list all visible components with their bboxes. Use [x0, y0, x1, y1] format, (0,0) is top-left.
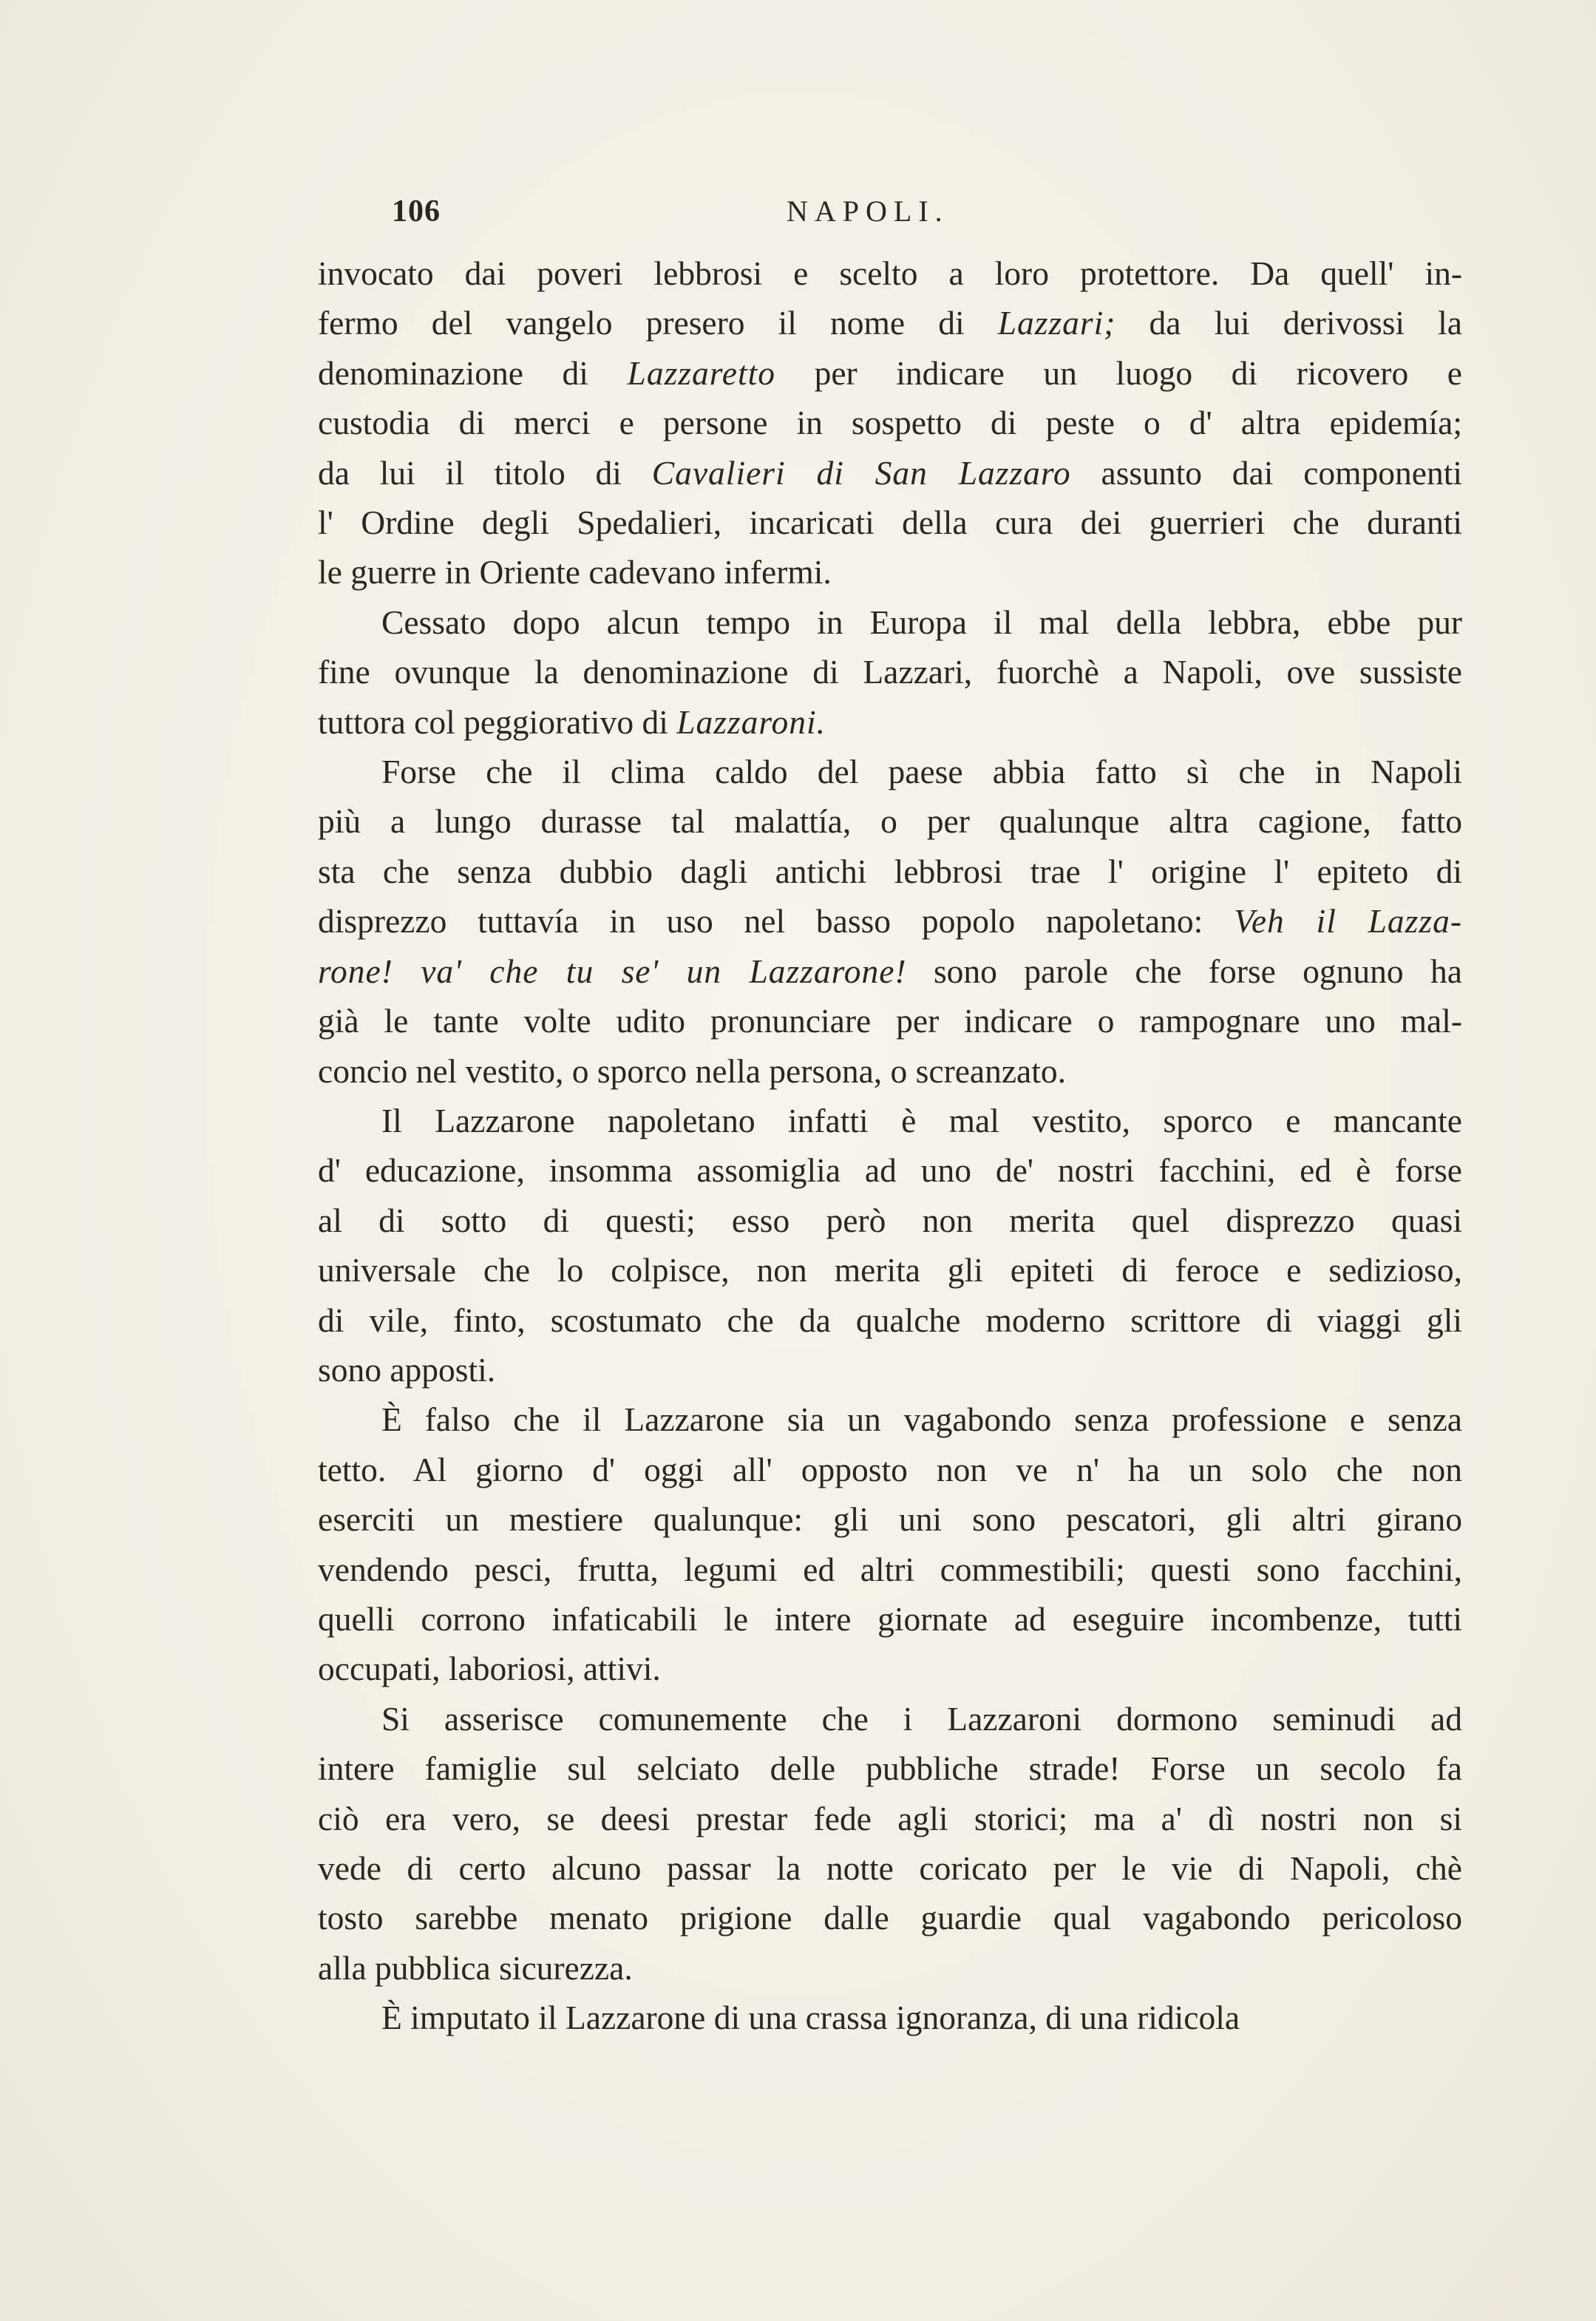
text-run: fine ovunque la denominazione di Lazzari, fuorchè a Napoli, ove sussiste [318, 653, 1462, 691]
text-line [318, 547, 1462, 597]
text-run: tuttora col peggiorativo di [318, 702, 677, 741]
text-line [318, 1445, 1462, 1494]
text-run: È falso che il Lazzarone sia un vagabondo senza professione e senza [381, 1400, 1462, 1439]
text-run: sta che senza dubbio dagli antichi lebbrosi trae l' origine l' epiteto di [318, 852, 1462, 890]
italic-text: Lazzaroni. [676, 702, 826, 741]
text-line [318, 647, 1462, 697]
paragraph [318, 1993, 1462, 2042]
text-run: vede di certo alcuno passar la notte coricato per le vie di Napoli, chè [318, 1849, 1462, 1887]
paragraph [318, 747, 1462, 1096]
text-line [318, 498, 1462, 547]
paragraph [318, 597, 1462, 747]
text-line [318, 597, 1462, 647]
text-run: occupati, laboriosi, attivi. [318, 1650, 661, 1688]
text-line [318, 896, 1462, 946]
paragraph [318, 1395, 1462, 1693]
text-run: Il Lazzarone napoletano infatti è mal vestito, sporco e mancante [381, 1101, 1462, 1139]
text-run: disprezzo tuttavía in uso nel basso popolo napoletano: [318, 902, 1235, 941]
text-run: sono parole che forse ognuno ha [906, 952, 1463, 990]
text-line [318, 1545, 1462, 1594]
text-run: già le tante volte udito pronunciare per indicare o rampognare uno mal- [318, 1002, 1462, 1040]
text-line [318, 448, 1462, 498]
text-run: assunto dai componenti [1070, 453, 1463, 492]
text-line [318, 1744, 1462, 1793]
italic-text: Cavalieri di San Lazzaro [651, 453, 1071, 492]
text-line [318, 1345, 1462, 1395]
text-line [318, 1096, 1462, 1145]
text-run: tosto sarebbe menato prigione dalle guardie qual vagabondo pericoloso [318, 1899, 1462, 1937]
text-line [318, 1893, 1462, 1942]
text-run: quelli corrono infaticabili le intere giornate ad eseguire incombenze, tutti [318, 1599, 1462, 1638]
text-run: Forse che il clima caldo del paese abbia fatto sì che in Napoli [381, 753, 1462, 791]
text-run: per indicare un luogo di ricovero e [775, 353, 1462, 392]
text-line [318, 1196, 1462, 1245]
text-line [318, 747, 1462, 796]
text-line [318, 1046, 1462, 1096]
text-line [318, 248, 1462, 298]
running-title: NAPOLI. [787, 194, 949, 228]
text-run: fermo del vangelo presero il nome di [318, 304, 998, 342]
text-run: invocato dai poveri lebbrosi e scelto a loro protettore. Da quell' in- [318, 254, 1462, 292]
text-run: d' educazione, insomma assomiglia ad uno de' nostri facchini, ed è forse [318, 1151, 1462, 1190]
text-run: Cessato dopo alcun tempo in Europa il mal della lebbra, ebbe pur [381, 603, 1462, 641]
text-run: al di sotto di questi; esso però non merita quel disprezzo quasi [318, 1201, 1462, 1239]
text-line [318, 996, 1462, 1046]
text-run: tetto. Al giorno d' oggi all' opposto non ve n' ha un solo che non [318, 1450, 1462, 1488]
text-run: universale che lo colpisce, non merita gli epiteti di feroce e sedizioso, [318, 1251, 1462, 1290]
text-run: le guerre in Oriente cadevano infermi. [318, 553, 832, 592]
page-header [318, 194, 1462, 238]
text-run: intere famiglie sul selciato delle pubbliche strade! Forse un secolo fa [318, 1749, 1462, 1788]
text-run: eserciti un mestiere qualunque: gli uni sono pescatori, gli altri girano [318, 1500, 1462, 1539]
text-run: denominazione di [318, 353, 628, 392]
italic-text: rone! va' che tu se' un Lazzarone! [318, 952, 907, 990]
page-number: 106 [392, 194, 441, 228]
paragraph [318, 1694, 1462, 1993]
paragraph [318, 1096, 1462, 1395]
text-line [318, 1395, 1462, 1444]
text-line [318, 1295, 1462, 1345]
text-run: vendendo pesci, frutta, legumi ed altri commestibili; questi sono facchini, [318, 1550, 1462, 1588]
text-line [318, 398, 1462, 447]
text-run: alla pubblica sicurezza. [318, 1948, 633, 1987]
text-line [318, 1843, 1462, 1893]
text-run: Si asserisce comunemente che i Lazzaroni dormono seminudi ad [381, 1699, 1462, 1738]
text-line [318, 1494, 1462, 1544]
text-line [318, 697, 1462, 747]
text-line [318, 946, 1462, 996]
italic-text: Lazzari; [997, 304, 1116, 342]
text-run: l' Ordine degli Spedalieri, incaricati della cura dei guerrieri che duranti [318, 504, 1462, 542]
italic-text: Lazzaretto [627, 353, 775, 392]
text-line [318, 348, 1462, 398]
text-line [318, 1943, 1462, 1993]
text-run: custodia di merci e persone in sospetto di peste o d' altra epidemía; [318, 404, 1462, 442]
text-run: concio nel vestito, o sporco nella persona, o screanzato. [318, 1051, 1067, 1090]
text-line [318, 1594, 1462, 1644]
text-line [318, 796, 1462, 846]
text-run: sono apposti. [318, 1350, 496, 1389]
paragraph [318, 248, 1462, 597]
italic-text: Veh il Lazza- [1234, 902, 1462, 941]
text-line [318, 847, 1462, 896]
text-line [318, 1993, 1462, 2042]
body-text [318, 248, 1462, 2043]
text-run: da lui il titolo di [318, 453, 652, 492]
text-line [318, 1145, 1462, 1195]
text-line [318, 1794, 1462, 1843]
text-line [318, 1694, 1462, 1744]
text-line [318, 298, 1462, 348]
text-run: di vile, finto, scostumato che da qualche moderno scrittore di viaggi gli [318, 1301, 1462, 1339]
text-run: È imputato il Lazzarone di una crassa ignoranza, di una ridicola [381, 1999, 1240, 2037]
text-line [318, 1245, 1462, 1295]
text-line [318, 1644, 1462, 1693]
text-run: più a lungo durasse tal malattía, o per qualunque altra cagione, fatto [318, 802, 1462, 841]
text-run: ciò era vero, se deesi prestar fede agli storici; ma a' dì nostri non si [318, 1799, 1462, 1837]
text-run: da lui derivossi la [1115, 304, 1462, 342]
